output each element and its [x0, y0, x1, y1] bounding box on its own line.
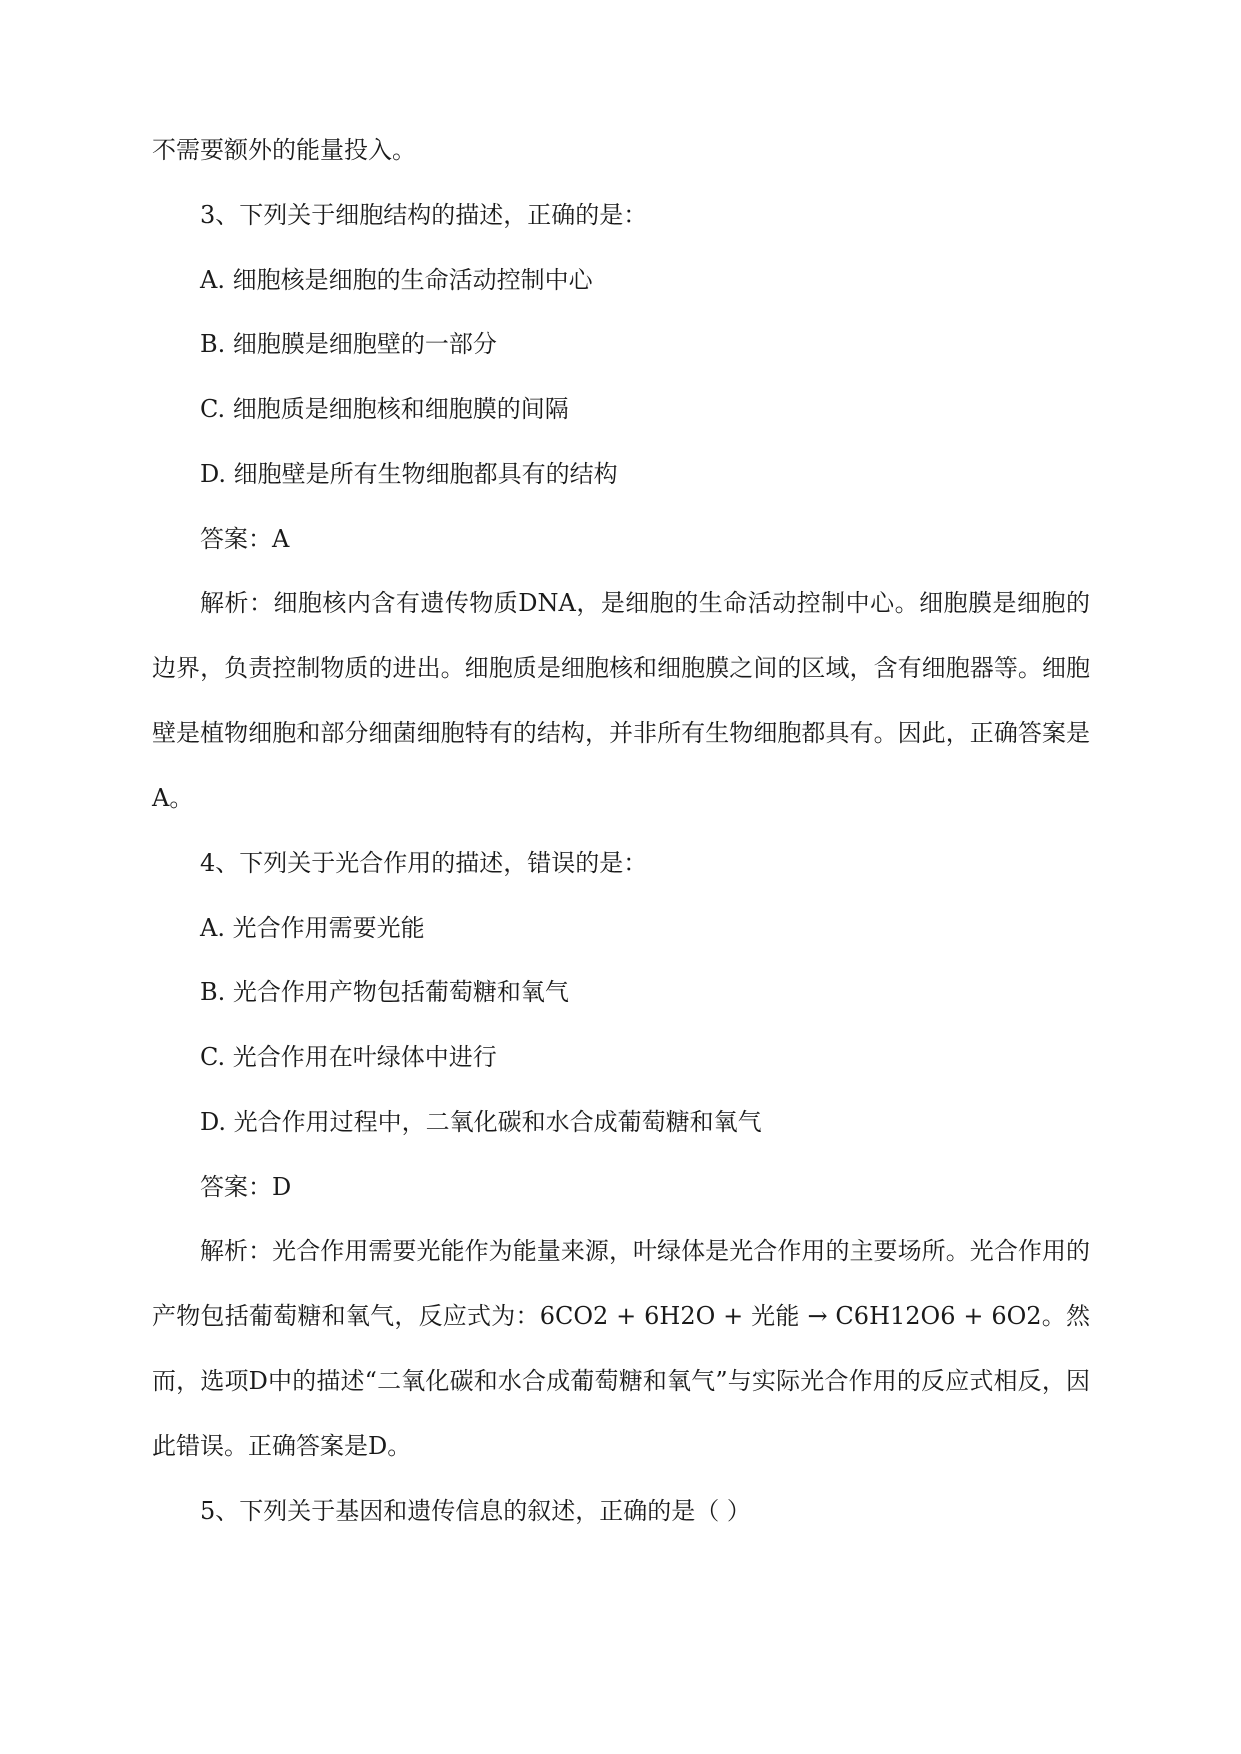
question-4-option-a: A. 光合作用需要光能 — [200, 913, 425, 942]
question-4-option-c: C. 光合作用在叶绿体中进行 — [200, 1043, 497, 1072]
question-4-stem: 4、下列关于光合作用的描述，错误的是： — [200, 848, 648, 877]
question-3-option-a: A. 细胞核是细胞的生命活动控制中心 — [200, 265, 593, 294]
continuation-text: 不需要额外的能量投入。 — [152, 136, 416, 164]
question-3-explanation: 解析：细胞核内含有遗传物质DNA，是细胞的生命活动控制中心。细胞膜是细胞的边界，负责控制物质的进出。细胞质是细胞核和细胞膜之间的区域，含有细胞器等。细胞壁是植物细胞和部分细菌细胞特有的结构，并非所有生物细胞都具有。因此，正确答案是A。 — [152, 589, 1090, 812]
question-3-option-b: B. 细胞膜是细胞壁的一部分 — [200, 330, 497, 359]
document-page — [152, 132, 1090, 1558]
question-3-option-d: D. 细胞壁是所有生物细胞都具有的结构 — [200, 459, 618, 488]
question-4-answer: 答案：D — [200, 1172, 292, 1201]
question-3-answer: 答案：A — [200, 524, 290, 553]
question-3-option-c: C. 细胞质是细胞核和细胞膜的间隔 — [200, 395, 569, 424]
question-4-explanation: 解析：光合作用需要光能作为能量来源，叶绿体是光合作用的主要场所。光合作用的产物包括葡萄糖和氧气，反应式为：6CO2 + 6H2O + 光能 → C6H12O6 + 6O2。然而，选项D中的描述“二氧化碳和水合成葡萄糖和氧气”与实际光合作用的反应式相反，因此错误。正确答案是D。 — [152, 1237, 1090, 1460]
question-3-stem: 3、下列关于细胞结构的描述，正确的是： — [200, 200, 648, 229]
question-4-option-b: B. 光合作用产物包括葡萄糖和氧气 — [200, 978, 569, 1007]
question-5-stem: 5、下列关于基因和遗传信息的叙述，正确的是（ ） — [200, 1496, 751, 1525]
question-4-option-d: D. 光合作用过程中，二氧化碳和水合成葡萄糖和氧气 — [200, 1107, 762, 1136]
